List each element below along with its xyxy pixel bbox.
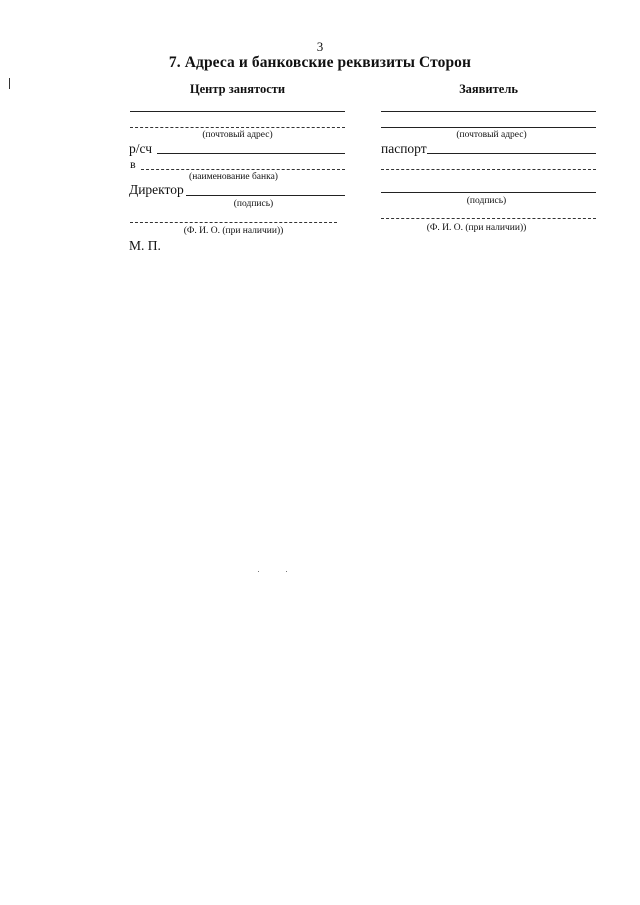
margin-mark xyxy=(9,78,10,89)
bank-name-line[interactable] xyxy=(141,169,345,170)
scan-speck xyxy=(258,571,259,572)
left-address-line-2[interactable] xyxy=(130,127,345,128)
account-number-line[interactable] xyxy=(157,153,345,154)
right-full-name-caption: (Ф. И. О. (при наличии)) xyxy=(426,223,527,233)
page-number: 3 xyxy=(316,39,324,54)
left-postal-address-caption: (почтовый адрес) xyxy=(202,130,273,140)
director-signature-line[interactable] xyxy=(186,195,345,196)
section-title: 7. Адреса и банковские реквизиты Сторон xyxy=(168,54,472,71)
passport-label: паспорт xyxy=(381,141,427,156)
scan-speck xyxy=(286,571,287,572)
passport-line[interactable] xyxy=(427,153,596,154)
bank-name-caption: (наименование банка) xyxy=(189,172,278,182)
seal-label: М. П. xyxy=(129,238,161,253)
right-postal-address-caption: (почтовый адрес) xyxy=(456,130,527,140)
right-address-line-1[interactable] xyxy=(381,111,596,112)
left-full-name-caption: (Ф. И. О. (при наличии)) xyxy=(183,226,284,236)
right-address-line-2[interactable] xyxy=(381,127,596,128)
right-signature-caption: (подпись) xyxy=(466,196,507,206)
account-label: р/сч xyxy=(129,141,153,156)
right-signature-line[interactable] xyxy=(381,192,596,193)
left-address-line-1[interactable] xyxy=(130,111,345,112)
right-column-heading: Заявитель xyxy=(459,82,518,96)
left-column-heading: Центр занятости xyxy=(189,82,286,96)
director-label: Директор xyxy=(129,182,184,197)
right-full-name-line[interactable] xyxy=(381,218,596,219)
bank-prefix-label: в xyxy=(130,157,136,171)
left-full-name-line[interactable] xyxy=(130,222,337,223)
left-signature-caption: (подпись) xyxy=(233,199,274,209)
right-extra-line-1[interactable] xyxy=(381,169,596,170)
